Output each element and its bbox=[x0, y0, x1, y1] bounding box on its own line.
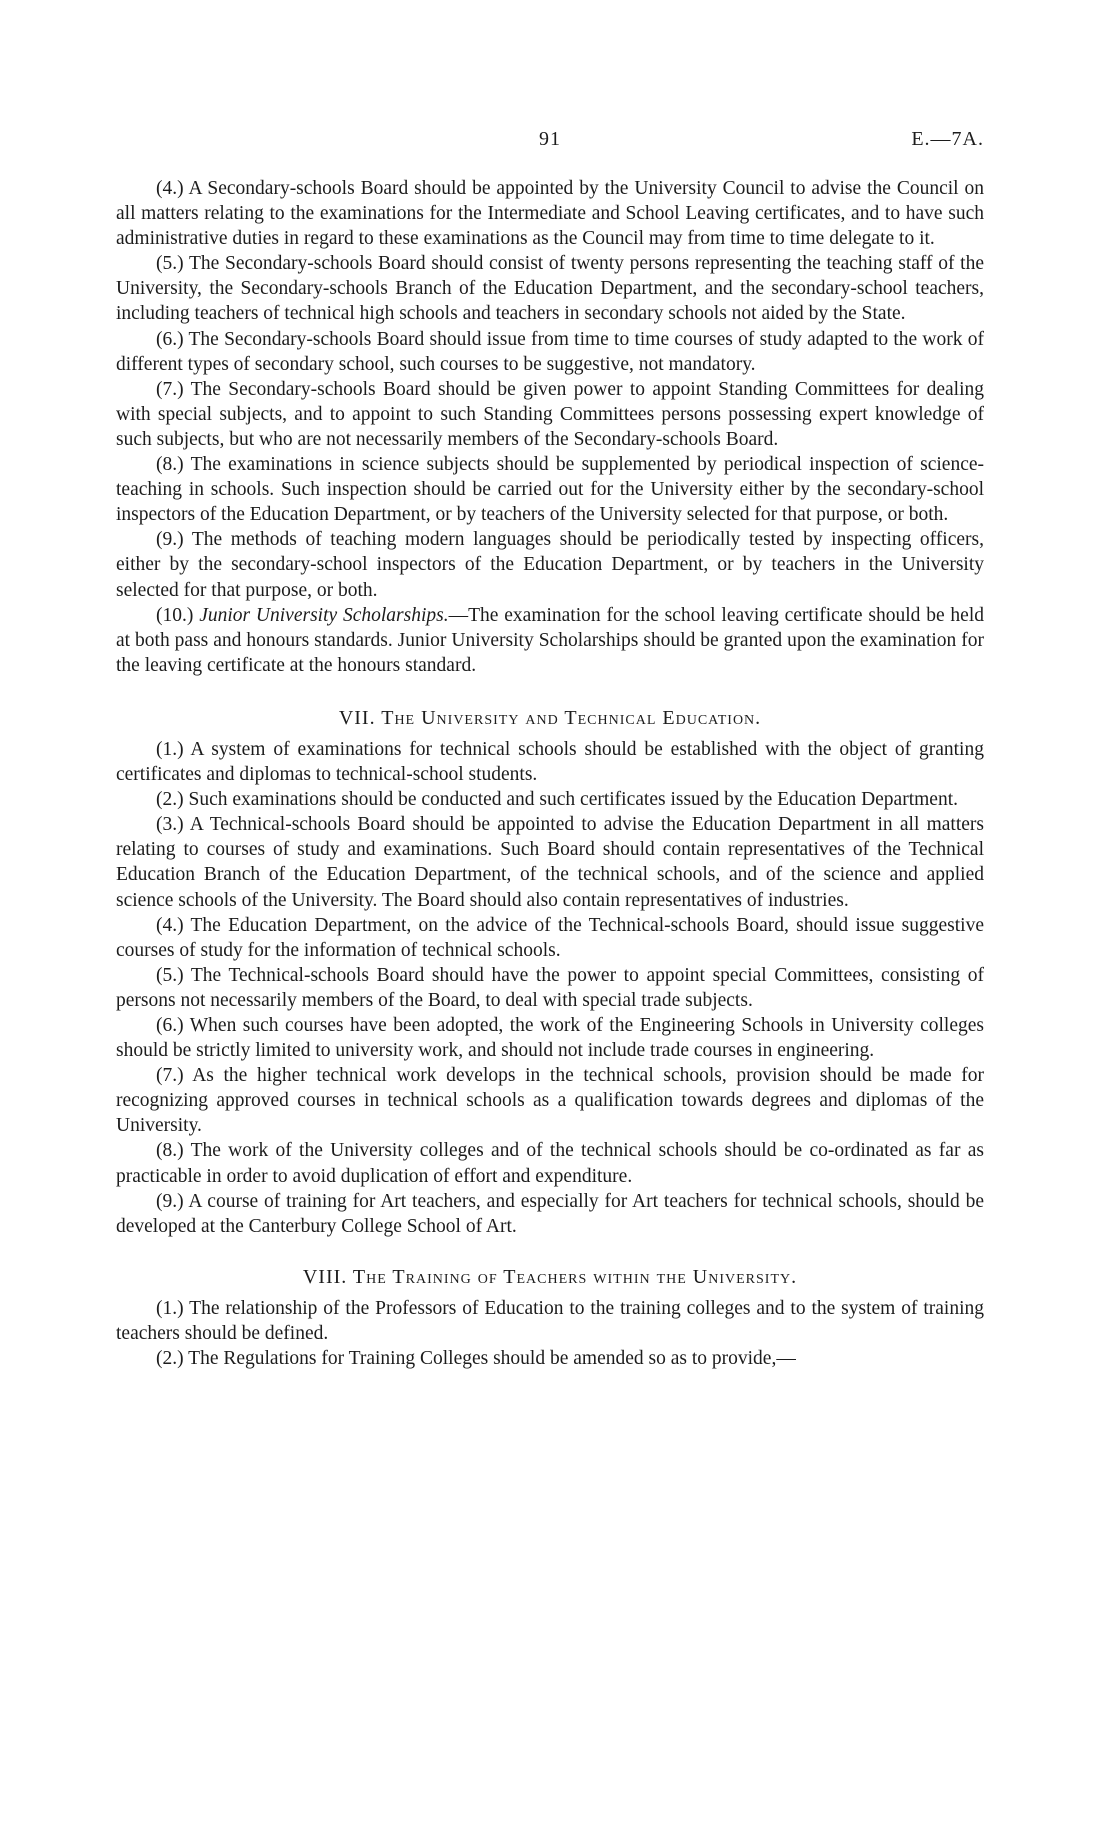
paragraph-number: (8.) bbox=[156, 454, 184, 476]
paragraph-number: (4.) bbox=[156, 178, 184, 199]
paragraph-vii-8 bbox=[116, 1138, 984, 1188]
paragraph-text: The Secondary-schools Board should be given power to appoint Standing Committees for dealing with special subjects, and to appoint to such Standing Committees persons possessing expert knowledge of such subjects, but who are not necessarily members of the Secondary-schools Board. bbox=[116, 378, 984, 450]
paragraph-vii-3 bbox=[116, 812, 984, 912]
paragraph-vi-7 bbox=[116, 377, 984, 452]
paragraph-vi-8 bbox=[116, 452, 984, 527]
paragraph-text: When such courses have been adopted, the work of the Engineering Schools in University colleges should be strictly limited to university work, and should not include trade courses in engineering. bbox=[116, 1015, 984, 1062]
paragraph-text: The examinations in science subjects should be supplemented by periodical inspection of science-teaching in schools. Such inspection should be carried out for the University either by the secondary-school inspectors of the Education Department, or by teachers of the University selected for that purpose, or both. bbox=[116, 454, 984, 526]
paragraph-number: (9.) bbox=[156, 529, 184, 551]
paragraph-vi-9 bbox=[116, 527, 984, 602]
paragraph-text: The relationship of the Professors of Education to the training colleges and to the system of training teachers should be defined. bbox=[116, 1297, 984, 1345]
paragraph-vii-1 bbox=[116, 737, 984, 787]
paragraph-number: (6.) bbox=[156, 328, 184, 350]
paragraph-text: Such examinations should be conducted and such certificates issued by the Education Department. bbox=[188, 789, 958, 811]
paragraph-title: Junior University Scholarships. bbox=[199, 604, 449, 626]
paragraph-text: As the higher technical work develops in the technical schools, provision should be made for recognizing approved courses in technical schools as a qualification towards degrees and diplomas of the University. bbox=[116, 1065, 985, 1137]
paragraph-text: A Secondary-schools Board should be appointed by the University Council to advise the Council on all matters relating to the examinations for the Intermediate and School Leaving certificates, and to have such administrative duties in regard to these examinations as the Council may from time to time delegate to it. bbox=[116, 178, 984, 250]
paragraph-vii-9 bbox=[116, 1189, 984, 1239]
paragraph-text: The methods of teaching modern languages should be periodically tested by inspecting officers, either by the secondary-school inspectors of the Education Department, or by teachers in the University selected for that purpose, or both. bbox=[116, 529, 984, 601]
paragraph-vii-5 bbox=[116, 963, 984, 1013]
paragraph-text: A system of examinations for technical schools should be established with the object of granting certificates and diplomas to technical-school students. bbox=[116, 738, 984, 786]
paragraph-number: (5.) bbox=[156, 253, 184, 275]
document-reference: E.—7A. bbox=[911, 128, 984, 150]
paragraph-number: (4.) bbox=[156, 914, 184, 936]
paragraph-number: (2.) bbox=[156, 1348, 184, 1370]
paragraph-text: A Technical-schools Board should be appointed to advise the Education Department in all matters relating to courses of study and examinations. Such Board should contain representatives of the Technical Education Branch of the Education Department, of the technical schools, and of the science and applied science schools of the University. The Board should also contain representatives of industries. bbox=[116, 814, 984, 911]
paragraph-vi-5 bbox=[116, 251, 984, 326]
paragraph-viii-2 bbox=[116, 1346, 984, 1371]
paragraph-number: (1.) bbox=[156, 738, 184, 760]
paragraph-text: A course of training for Art teachers, and especially for Art teachers for technical schools, should be developed at the Canterbury College School of Art. bbox=[116, 1190, 984, 1237]
paragraph-vi-6 bbox=[116, 327, 984, 377]
paragraph-text: The Secondary-schools Board should consist of twenty persons representing the teaching staff of the University, the Secondary-schools Branch of the Education Department, and the secondary-school teachers, including teachers of technical high schools and teachers in secondary schools not aided by the State. bbox=[116, 253, 985, 325]
section-heading-vii: VII. The University and Technical Education. bbox=[338, 706, 762, 729]
paragraph-number: (7.) bbox=[156, 1065, 184, 1087]
document-body bbox=[116, 176, 984, 1371]
paragraph-vii-6 bbox=[116, 1013, 984, 1063]
page-header bbox=[116, 128, 984, 156]
paragraph-number: (8.) bbox=[156, 1140, 184, 1162]
paragraph-text: The Technical-schools Board should have the power to appoint special Committees, consisting of persons not necessarily members of the Board, to deal with special trade subjects. bbox=[116, 964, 984, 1011]
paragraph-number: (7.) bbox=[156, 378, 184, 400]
paragraph-text: The work of the University colleges and of the technical schools should be co-ordinated as far as practicable in order to avoid duplication of effort and expenditure. bbox=[116, 1140, 984, 1187]
paragraph-vi-10 bbox=[116, 603, 984, 678]
paragraph-text: The Regulations for Training Colleges should be amended so as to provide,— bbox=[188, 1348, 796, 1370]
paragraph-viii-1 bbox=[116, 1296, 984, 1346]
paragraph-text: —The examination for the school leaving certificate should be held at both pass and honours standards. Junior University Scholarships should be granted upon the examination for the leaving certificate at the honours standard. bbox=[116, 604, 984, 676]
paragraph-vii-2 bbox=[116, 787, 984, 812]
paragraph-number: (6.) bbox=[156, 1015, 184, 1036]
paragraph-number: (5.) bbox=[156, 964, 184, 986]
paragraph-number: (1.) bbox=[156, 1297, 184, 1319]
section-heading-viii: VIII. The Training of Teachers within the University. bbox=[302, 1265, 798, 1288]
paragraph-number: (3.) bbox=[156, 814, 184, 836]
paragraph-text: The Education Department, on the advice of the Technical-schools Board, should issue suggestive courses of study for the information of technical schools. bbox=[116, 914, 984, 961]
paragraph-vii-4 bbox=[116, 913, 984, 963]
paragraph-vii-7 bbox=[116, 1063, 984, 1138]
paragraph-number: (2.) bbox=[156, 789, 184, 811]
paragraph-number: (10.) bbox=[156, 604, 194, 626]
paragraph-text: The Secondary-schools Board should issue from time to time courses of study adapted to the work of different types of secondary school, such courses to be suggestive, not mandatory. bbox=[116, 328, 984, 375]
paragraph-number: (9.) bbox=[156, 1190, 184, 1212]
paragraph-vi-4 bbox=[116, 176, 984, 251]
page-number: 91 bbox=[539, 128, 561, 150]
